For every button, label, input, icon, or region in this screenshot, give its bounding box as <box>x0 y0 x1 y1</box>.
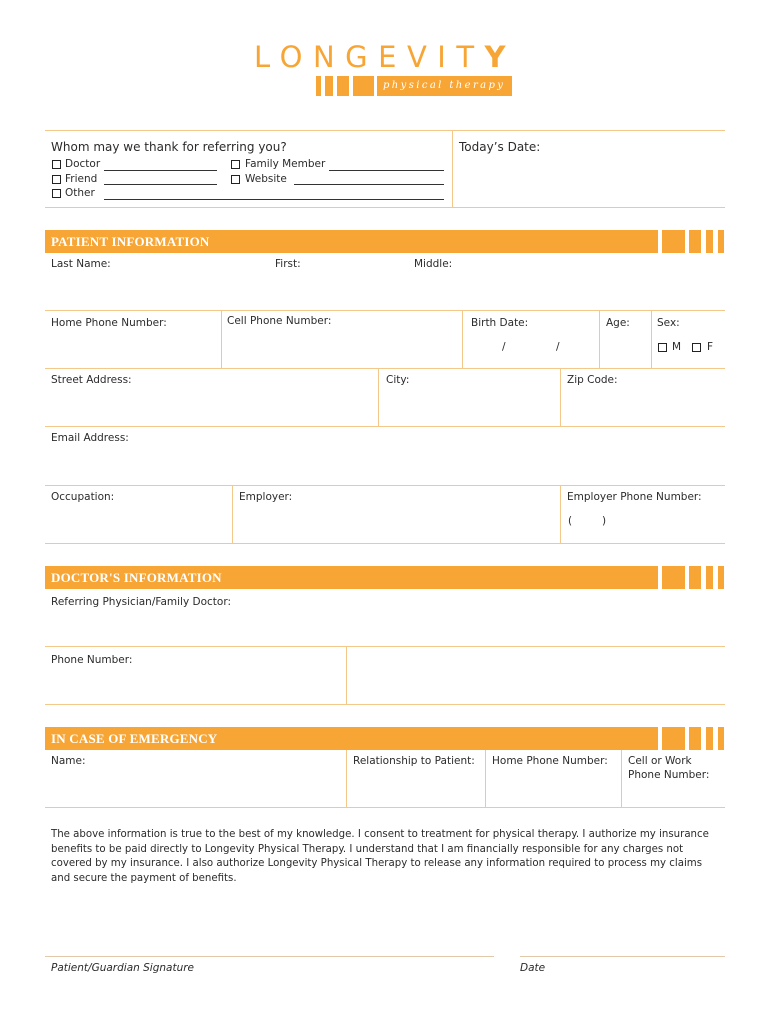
zip-code-label: Zip Code: <box>567 374 618 386</box>
referring-physician-label: Referring Physician/Family Doctor: <box>51 596 231 608</box>
sex-f-checkbox[interactable] <box>692 343 701 352</box>
employer-label: Employer: <box>239 491 293 503</box>
last-name-label: Last Name: <box>51 258 111 270</box>
referral-question: Whom may we thank for referring you? <box>51 140 287 154</box>
area-code-close: ) <box>602 515 607 527</box>
doctor-checkbox[interactable] <box>52 160 61 169</box>
cell-phone-label: Cell Phone Number: <box>227 315 332 327</box>
sex-label: Sex: <box>657 317 680 329</box>
patient-signature-label: Patient/Guardian Signature <box>51 962 195 974</box>
doctor-label: Doctor <box>65 158 101 170</box>
todays-date-label: Today’s Date: <box>459 140 541 154</box>
birth-date-label: Birth Date: <box>471 317 529 329</box>
sex-f-label: F <box>707 341 714 353</box>
emergency-name-label: Name: <box>51 755 86 767</box>
emergency-section-title: IN CASE OF EMERGENCY <box>51 731 218 746</box>
occupation-label: Occupation: <box>51 491 115 503</box>
signature-date-label: Date <box>520 962 546 974</box>
first-name-label: First: <box>275 258 301 270</box>
email-address-label: Email Address: <box>51 432 129 444</box>
birth-date-slash-1: / <box>502 341 506 353</box>
emergency-cell-label-1: Cell or Work <box>628 755 692 767</box>
street-address-label: Street Address: <box>51 374 132 386</box>
other-checkbox[interactable] <box>52 189 61 198</box>
family-member-label: Family Member <box>245 158 326 170</box>
logo-wordmark: LONGEVITY <box>254 40 517 74</box>
family-member-checkbox[interactable] <box>231 160 240 169</box>
employer-phone-label: Employer Phone Number: <box>567 491 702 503</box>
patient-section-title: PATIENT INFORMATION <box>51 234 210 249</box>
other-label: Other <box>65 187 95 199</box>
logo-bars-icon <box>316 76 376 96</box>
consent-statement: The above information is true to the best of my knowledge. I consent to treatment for physical therapy. I authorize my insurance benefits to be paid directly to Longevity Physical Therapy. I understand that I am financially responsible for any charges not covered by my insurance. I also authorize Longevity Physical Therapy to release any information required to process my claims and secure the payment of benefits. <box>51 829 709 884</box>
website-label: Website <box>245 173 287 185</box>
birth-date-slash-2: / <box>556 341 560 353</box>
sex-m-checkbox[interactable] <box>658 343 667 352</box>
doctor-section-title: DOCTOR'S INFORMATION <box>51 570 222 585</box>
age-label: Age: <box>606 317 630 329</box>
logo-tagline: physical therapy <box>377 76 512 96</box>
emergency-home-phone-label: Home Phone Number: <box>492 755 608 767</box>
middle-name-label: Middle: <box>414 258 453 270</box>
emergency-cell-label-2: Phone Number: <box>628 769 710 781</box>
website-checkbox[interactable] <box>231 175 240 184</box>
home-phone-label: Home Phone Number: <box>51 317 167 329</box>
relationship-label: Relationship to Patient: <box>353 755 475 767</box>
friend-checkbox[interactable] <box>52 175 61 184</box>
friend-label: Friend <box>65 173 98 185</box>
area-code-open: ( <box>568 515 573 527</box>
sex-m-label: M <box>672 341 682 353</box>
city-label: City: <box>386 374 410 386</box>
doctor-phone-label: Phone Number: <box>51 654 133 666</box>
